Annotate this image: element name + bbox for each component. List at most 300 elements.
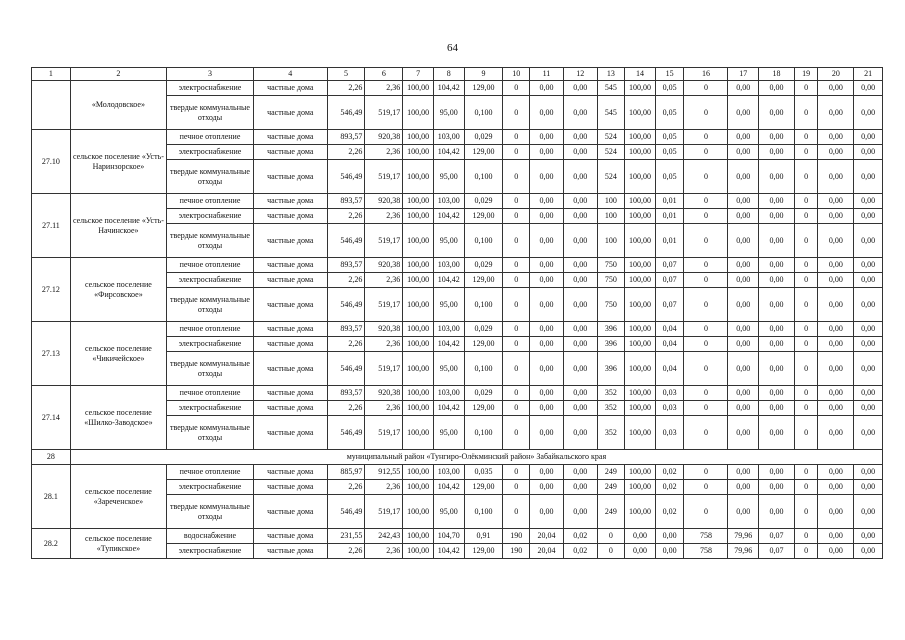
value-cell: 0 (684, 288, 728, 322)
value-cell: 0,07 (759, 529, 795, 544)
housing-type-cell: частные дома (253, 322, 327, 337)
value-cell: 0 (684, 258, 728, 273)
value-cell: 0,00 (759, 145, 795, 160)
value-cell: 0,100 (464, 352, 503, 386)
table-row (32, 386, 883, 401)
housing-type-cell: частные дома (253, 224, 327, 258)
value-cell: 0 (503, 224, 530, 258)
service-cell: твердые коммунальные отходы (167, 495, 254, 529)
value-cell: 2,26 (327, 145, 365, 160)
table-row (32, 529, 883, 544)
value-cell: 0 (794, 81, 818, 96)
settlement-name-cell: сельское поселение «Чикичейское» (70, 322, 166, 386)
value-cell: 0,00 (759, 194, 795, 209)
value-cell: 0,100 (464, 160, 503, 194)
value-cell: 249 (597, 480, 625, 495)
value-cell: 0,00 (563, 480, 597, 495)
value-cell: 352 (597, 386, 625, 401)
value-cell: 104,42 (433, 337, 464, 352)
value-cell: 0,00 (854, 145, 883, 160)
row-id-cell: 28.1 (32, 465, 71, 529)
value-cell: 0 (503, 480, 530, 495)
value-cell: 79,96 (728, 544, 759, 559)
value-cell: 0,00 (854, 160, 883, 194)
value-cell: 129,00 (464, 81, 503, 96)
value-cell: 0,00 (625, 544, 656, 559)
table-body (32, 68, 883, 559)
value-cell: 2,36 (365, 401, 403, 416)
settlement-name-cell: сельское поселение «Усть-Начинское» (70, 194, 166, 258)
value-cell: 100,00 (625, 130, 656, 145)
value-cell: 0 (684, 145, 728, 160)
value-cell: 0,00 (563, 416, 597, 450)
value-cell: 546,49 (327, 495, 365, 529)
value-cell: 920,38 (365, 194, 403, 209)
value-cell: 0,02 (655, 495, 684, 529)
settlement-name-cell: сельское поселение «Усть-Наринзорское» (70, 130, 166, 194)
value-cell: 396 (597, 322, 625, 337)
value-cell: 0,00 (759, 273, 795, 288)
value-cell: 2,36 (365, 209, 403, 224)
service-cell: печное отопление (167, 194, 254, 209)
value-cell: 0,00 (818, 273, 854, 288)
service-cell: печное отопление (167, 386, 254, 401)
value-cell: 95,00 (433, 224, 464, 258)
value-cell: 0 (503, 194, 530, 209)
value-cell: 0,00 (818, 401, 854, 416)
value-cell: 2,26 (327, 337, 365, 352)
header-row (32, 68, 883, 81)
value-cell: 519,17 (365, 96, 403, 130)
header-cell: 17 (728, 68, 759, 81)
value-cell: 0,91 (464, 529, 503, 544)
value-cell: 0,00 (818, 160, 854, 194)
value-cell: 0,00 (563, 288, 597, 322)
value-cell: 893,57 (327, 258, 365, 273)
value-cell: 0 (503, 386, 530, 401)
housing-type-cell: частные дома (253, 495, 327, 529)
value-cell: 0 (794, 529, 818, 544)
value-cell: 0 (503, 145, 530, 160)
value-cell: 100,00 (403, 495, 434, 529)
value-cell: 0 (503, 209, 530, 224)
value-cell: 0,00 (563, 145, 597, 160)
value-cell: 0,029 (464, 258, 503, 273)
value-cell: 0,00 (818, 337, 854, 352)
value-cell: 0,00 (655, 529, 684, 544)
value-cell: 0,00 (530, 209, 564, 224)
row-id-cell (32, 81, 71, 130)
value-cell: 893,57 (327, 130, 365, 145)
value-cell: 0 (794, 209, 818, 224)
value-cell: 190 (503, 529, 530, 544)
value-cell: 0,00 (728, 160, 759, 194)
value-cell: 0,00 (728, 194, 759, 209)
value-cell: 0 (794, 145, 818, 160)
value-cell: 0,00 (530, 465, 564, 480)
value-cell: 750 (597, 258, 625, 273)
service-cell: электроснабжение (167, 544, 254, 559)
value-cell: 0,00 (818, 194, 854, 209)
value-cell: 0,07 (655, 288, 684, 322)
value-cell: 0,00 (563, 224, 597, 258)
service-cell: твердые коммунальные отходы (167, 416, 254, 450)
value-cell: 104,42 (433, 273, 464, 288)
value-cell: 0,02 (563, 544, 597, 559)
value-cell: 0 (684, 224, 728, 258)
value-cell: 0 (794, 322, 818, 337)
page-number: 64 (447, 42, 458, 54)
value-cell: 519,17 (365, 160, 403, 194)
service-cell: твердые коммунальные отходы (167, 96, 254, 130)
value-cell: 100,00 (403, 96, 434, 130)
service-cell: твердые коммунальные отходы (167, 288, 254, 322)
value-cell: 0 (503, 160, 530, 194)
header-cell: 1 (32, 68, 71, 81)
value-cell: 0,04 (655, 337, 684, 352)
value-cell: 0,03 (655, 386, 684, 401)
housing-type-cell: частные дома (253, 288, 327, 322)
service-cell: твердые коммунальные отходы (167, 352, 254, 386)
value-cell: 129,00 (464, 480, 503, 495)
value-cell: 352 (597, 401, 625, 416)
value-cell: 0,00 (530, 288, 564, 322)
value-cell: 0,00 (530, 258, 564, 273)
value-cell: 104,42 (433, 401, 464, 416)
value-cell: 100,00 (403, 273, 434, 288)
value-cell: 103,00 (433, 258, 464, 273)
service-cell: твердые коммунальные отходы (167, 160, 254, 194)
value-cell: 0,00 (818, 130, 854, 145)
value-cell: 0,00 (563, 96, 597, 130)
service-cell: электроснабжение (167, 81, 254, 96)
value-cell: 519,17 (365, 288, 403, 322)
value-cell: 100,00 (625, 145, 656, 160)
value-cell: 920,38 (365, 130, 403, 145)
value-cell: 0,00 (530, 81, 564, 96)
header-cell: 4 (253, 68, 327, 81)
value-cell: 0,02 (655, 480, 684, 495)
value-cell: 352 (597, 416, 625, 450)
value-cell: 0 (503, 401, 530, 416)
value-cell: 100,00 (625, 352, 656, 386)
value-cell: 0 (684, 480, 728, 495)
value-cell: 0 (794, 96, 818, 130)
header-cell: 18 (759, 68, 795, 81)
value-cell: 0,00 (818, 529, 854, 544)
header-cell: 7 (403, 68, 434, 81)
header-cell: 6 (365, 68, 403, 81)
value-cell: 0,029 (464, 194, 503, 209)
table-row (32, 465, 883, 480)
value-cell: 0 (684, 273, 728, 288)
value-cell: 546,49 (327, 96, 365, 130)
value-cell: 0 (684, 130, 728, 145)
value-cell: 0,00 (818, 416, 854, 450)
value-cell: 104,42 (433, 544, 464, 559)
value-cell: 0,00 (728, 337, 759, 352)
value-cell: 0,100 (464, 224, 503, 258)
header-cell: 11 (530, 68, 564, 81)
value-cell: 0,100 (464, 495, 503, 529)
value-cell: 0,00 (818, 96, 854, 130)
value-cell: 0,00 (854, 96, 883, 130)
header-cell: 14 (625, 68, 656, 81)
value-cell: 519,17 (365, 224, 403, 258)
value-cell: 0 (503, 337, 530, 352)
value-cell: 2,26 (327, 401, 365, 416)
value-cell: 0,00 (854, 81, 883, 96)
housing-type-cell: частные дома (253, 529, 327, 544)
value-cell: 0,00 (563, 194, 597, 209)
value-cell: 0 (503, 96, 530, 130)
value-cell: 100,00 (625, 288, 656, 322)
value-cell: 0,00 (759, 401, 795, 416)
value-cell: 2,26 (327, 544, 365, 559)
value-cell: 0,00 (854, 495, 883, 529)
value-cell: 0,00 (759, 96, 795, 130)
value-cell: 0 (794, 495, 818, 529)
value-cell: 100,00 (625, 401, 656, 416)
value-cell: 0,05 (655, 160, 684, 194)
value-cell: 0,00 (728, 386, 759, 401)
value-cell: 100 (597, 194, 625, 209)
value-cell: 0,00 (759, 480, 795, 495)
value-cell: 0,00 (818, 544, 854, 559)
value-cell: 95,00 (433, 352, 464, 386)
housing-type-cell: частные дома (253, 544, 327, 559)
value-cell: 129,00 (464, 209, 503, 224)
value-cell: 2,36 (365, 81, 403, 96)
value-cell: 0,00 (759, 416, 795, 450)
header-cell: 13 (597, 68, 625, 81)
value-cell: 0,00 (728, 145, 759, 160)
value-cell: 893,57 (327, 194, 365, 209)
value-cell: 0,00 (625, 529, 656, 544)
value-cell: 0 (684, 337, 728, 352)
value-cell: 2,36 (365, 145, 403, 160)
housing-type-cell: частные дома (253, 145, 327, 160)
settlement-name-cell: сельское поселение «Шилко-Заводское» (70, 386, 166, 450)
value-cell: 0,00 (818, 145, 854, 160)
service-cell: электроснабжение (167, 145, 254, 160)
value-cell: 0,00 (818, 322, 854, 337)
value-cell: 0 (503, 288, 530, 322)
value-cell: 0,00 (759, 495, 795, 529)
value-cell: 885,97 (327, 465, 365, 480)
value-cell: 100,00 (403, 288, 434, 322)
value-cell: 0 (794, 194, 818, 209)
value-cell: 0,00 (854, 130, 883, 145)
value-cell: 0,00 (728, 465, 759, 480)
value-cell: 100,00 (625, 81, 656, 96)
value-cell: 0,00 (759, 224, 795, 258)
value-cell: 100,00 (625, 258, 656, 273)
row-id-cell: 27.10 (32, 130, 71, 194)
value-cell: 0 (684, 401, 728, 416)
value-cell: 0 (794, 416, 818, 450)
value-cell: 0 (794, 544, 818, 559)
value-cell: 0,00 (530, 194, 564, 209)
value-cell: 100,00 (625, 495, 656, 529)
settlement-name-cell: сельское поселение «Тупикское» (70, 529, 166, 559)
value-cell: 0,00 (818, 480, 854, 495)
value-cell: 0,00 (530, 96, 564, 130)
value-cell: 100,00 (625, 322, 656, 337)
value-cell: 0,07 (759, 544, 795, 559)
value-cell: 100,00 (625, 224, 656, 258)
value-cell: 0,00 (530, 337, 564, 352)
value-cell: 0,07 (655, 258, 684, 273)
value-cell: 0,00 (563, 130, 597, 145)
value-cell: 0,00 (728, 224, 759, 258)
value-cell: 0,00 (563, 81, 597, 96)
service-cell: электроснабжение (167, 337, 254, 352)
value-cell: 0,00 (728, 288, 759, 322)
housing-type-cell: частные дома (253, 401, 327, 416)
value-cell: 0,00 (655, 544, 684, 559)
value-cell: 0 (794, 160, 818, 194)
value-cell: 0 (684, 352, 728, 386)
value-cell: 0,00 (530, 273, 564, 288)
value-cell: 0,00 (563, 465, 597, 480)
value-cell: 0,00 (818, 258, 854, 273)
value-cell: 0 (503, 273, 530, 288)
value-cell: 129,00 (464, 401, 503, 416)
section-title-cell: муниципальный район «Тунгиро-Олёкминский район» Забайкальского края (70, 450, 882, 465)
value-cell: 0 (503, 465, 530, 480)
value-cell: 0,00 (728, 352, 759, 386)
value-cell: 2,26 (327, 209, 365, 224)
value-cell: 0,00 (530, 495, 564, 529)
value-cell: 0,00 (818, 288, 854, 322)
section-row (32, 450, 883, 465)
value-cell: 519,17 (365, 416, 403, 450)
value-cell: 0,04 (655, 322, 684, 337)
value-cell: 0 (503, 352, 530, 386)
value-cell: 0 (503, 130, 530, 145)
value-cell: 758 (684, 529, 728, 544)
value-cell: 0 (684, 465, 728, 480)
value-cell: 750 (597, 288, 625, 322)
value-cell: 0,00 (530, 130, 564, 145)
value-cell: 95,00 (433, 96, 464, 130)
value-cell: 100,00 (625, 416, 656, 450)
service-cell: электроснабжение (167, 209, 254, 224)
value-cell: 546,49 (327, 224, 365, 258)
value-cell: 0,00 (759, 322, 795, 337)
value-cell: 129,00 (464, 145, 503, 160)
value-cell: 0,01 (655, 194, 684, 209)
value-cell: 0,00 (818, 224, 854, 258)
value-cell: 0,029 (464, 130, 503, 145)
value-cell: 103,00 (433, 194, 464, 209)
value-cell: 100,00 (403, 416, 434, 450)
settlement-name-cell: сельское поселение «Зареченское» (70, 465, 166, 529)
value-cell: 0,00 (728, 480, 759, 495)
value-cell: 0,07 (655, 273, 684, 288)
value-cell: 242,43 (365, 529, 403, 544)
value-cell: 0,04 (655, 352, 684, 386)
header-cell: 19 (794, 68, 818, 81)
value-cell: 0,00 (728, 495, 759, 529)
value-cell: 0,100 (464, 96, 503, 130)
value-cell: 129,00 (464, 544, 503, 559)
value-cell: 0,00 (854, 352, 883, 386)
value-cell: 0 (684, 416, 728, 450)
value-cell: 0,00 (818, 81, 854, 96)
value-cell: 2,36 (365, 480, 403, 495)
service-cell: электроснабжение (167, 480, 254, 495)
value-cell: 0,00 (818, 465, 854, 480)
table-row (32, 81, 883, 96)
table-row (32, 322, 883, 337)
value-cell: 0 (794, 352, 818, 386)
value-cell: 0 (684, 194, 728, 209)
value-cell: 0,00 (530, 145, 564, 160)
value-cell: 100,00 (403, 322, 434, 337)
value-cell: 100,00 (625, 194, 656, 209)
value-cell: 0,00 (854, 529, 883, 544)
value-cell: 100,00 (403, 160, 434, 194)
value-cell: 0,00 (728, 130, 759, 145)
value-cell: 2,26 (327, 81, 365, 96)
value-cell: 0,00 (854, 480, 883, 495)
value-cell: 100,00 (625, 209, 656, 224)
value-cell: 0 (684, 322, 728, 337)
service-cell: печное отопление (167, 322, 254, 337)
housing-type-cell: частные дома (253, 480, 327, 495)
value-cell: 104,42 (433, 81, 464, 96)
value-cell: 0 (794, 386, 818, 401)
header-cell: 15 (655, 68, 684, 81)
value-cell: 2,26 (327, 480, 365, 495)
value-cell: 0,00 (818, 495, 854, 529)
value-cell: 0 (794, 224, 818, 258)
value-cell: 0,00 (759, 386, 795, 401)
value-cell: 103,00 (433, 130, 464, 145)
value-cell: 0 (794, 288, 818, 322)
header-cell: 2 (70, 68, 166, 81)
value-cell: 0,00 (563, 495, 597, 529)
value-cell: 920,38 (365, 386, 403, 401)
housing-type-cell: частные дома (253, 465, 327, 480)
value-cell: 20,04 (530, 529, 564, 544)
value-cell: 0,00 (563, 209, 597, 224)
value-cell: 920,38 (365, 322, 403, 337)
value-cell: 104,42 (433, 145, 464, 160)
value-cell: 0 (684, 96, 728, 130)
value-cell: 0,00 (818, 209, 854, 224)
value-cell: 912,55 (365, 465, 403, 480)
value-cell: 100,00 (403, 401, 434, 416)
header-cell: 9 (464, 68, 503, 81)
value-cell: 0,00 (759, 258, 795, 273)
housing-type-cell: частные дома (253, 209, 327, 224)
value-cell: 519,17 (365, 352, 403, 386)
value-cell: 0,00 (563, 401, 597, 416)
value-cell: 100,00 (403, 224, 434, 258)
value-cell: 0,01 (655, 209, 684, 224)
value-cell: 0,00 (728, 96, 759, 130)
value-cell: 0,00 (854, 194, 883, 209)
value-cell: 893,57 (327, 322, 365, 337)
value-cell: 249 (597, 465, 625, 480)
value-cell: 95,00 (433, 416, 464, 450)
value-cell: 0 (684, 495, 728, 529)
value-cell: 396 (597, 352, 625, 386)
service-cell: печное отопление (167, 258, 254, 273)
